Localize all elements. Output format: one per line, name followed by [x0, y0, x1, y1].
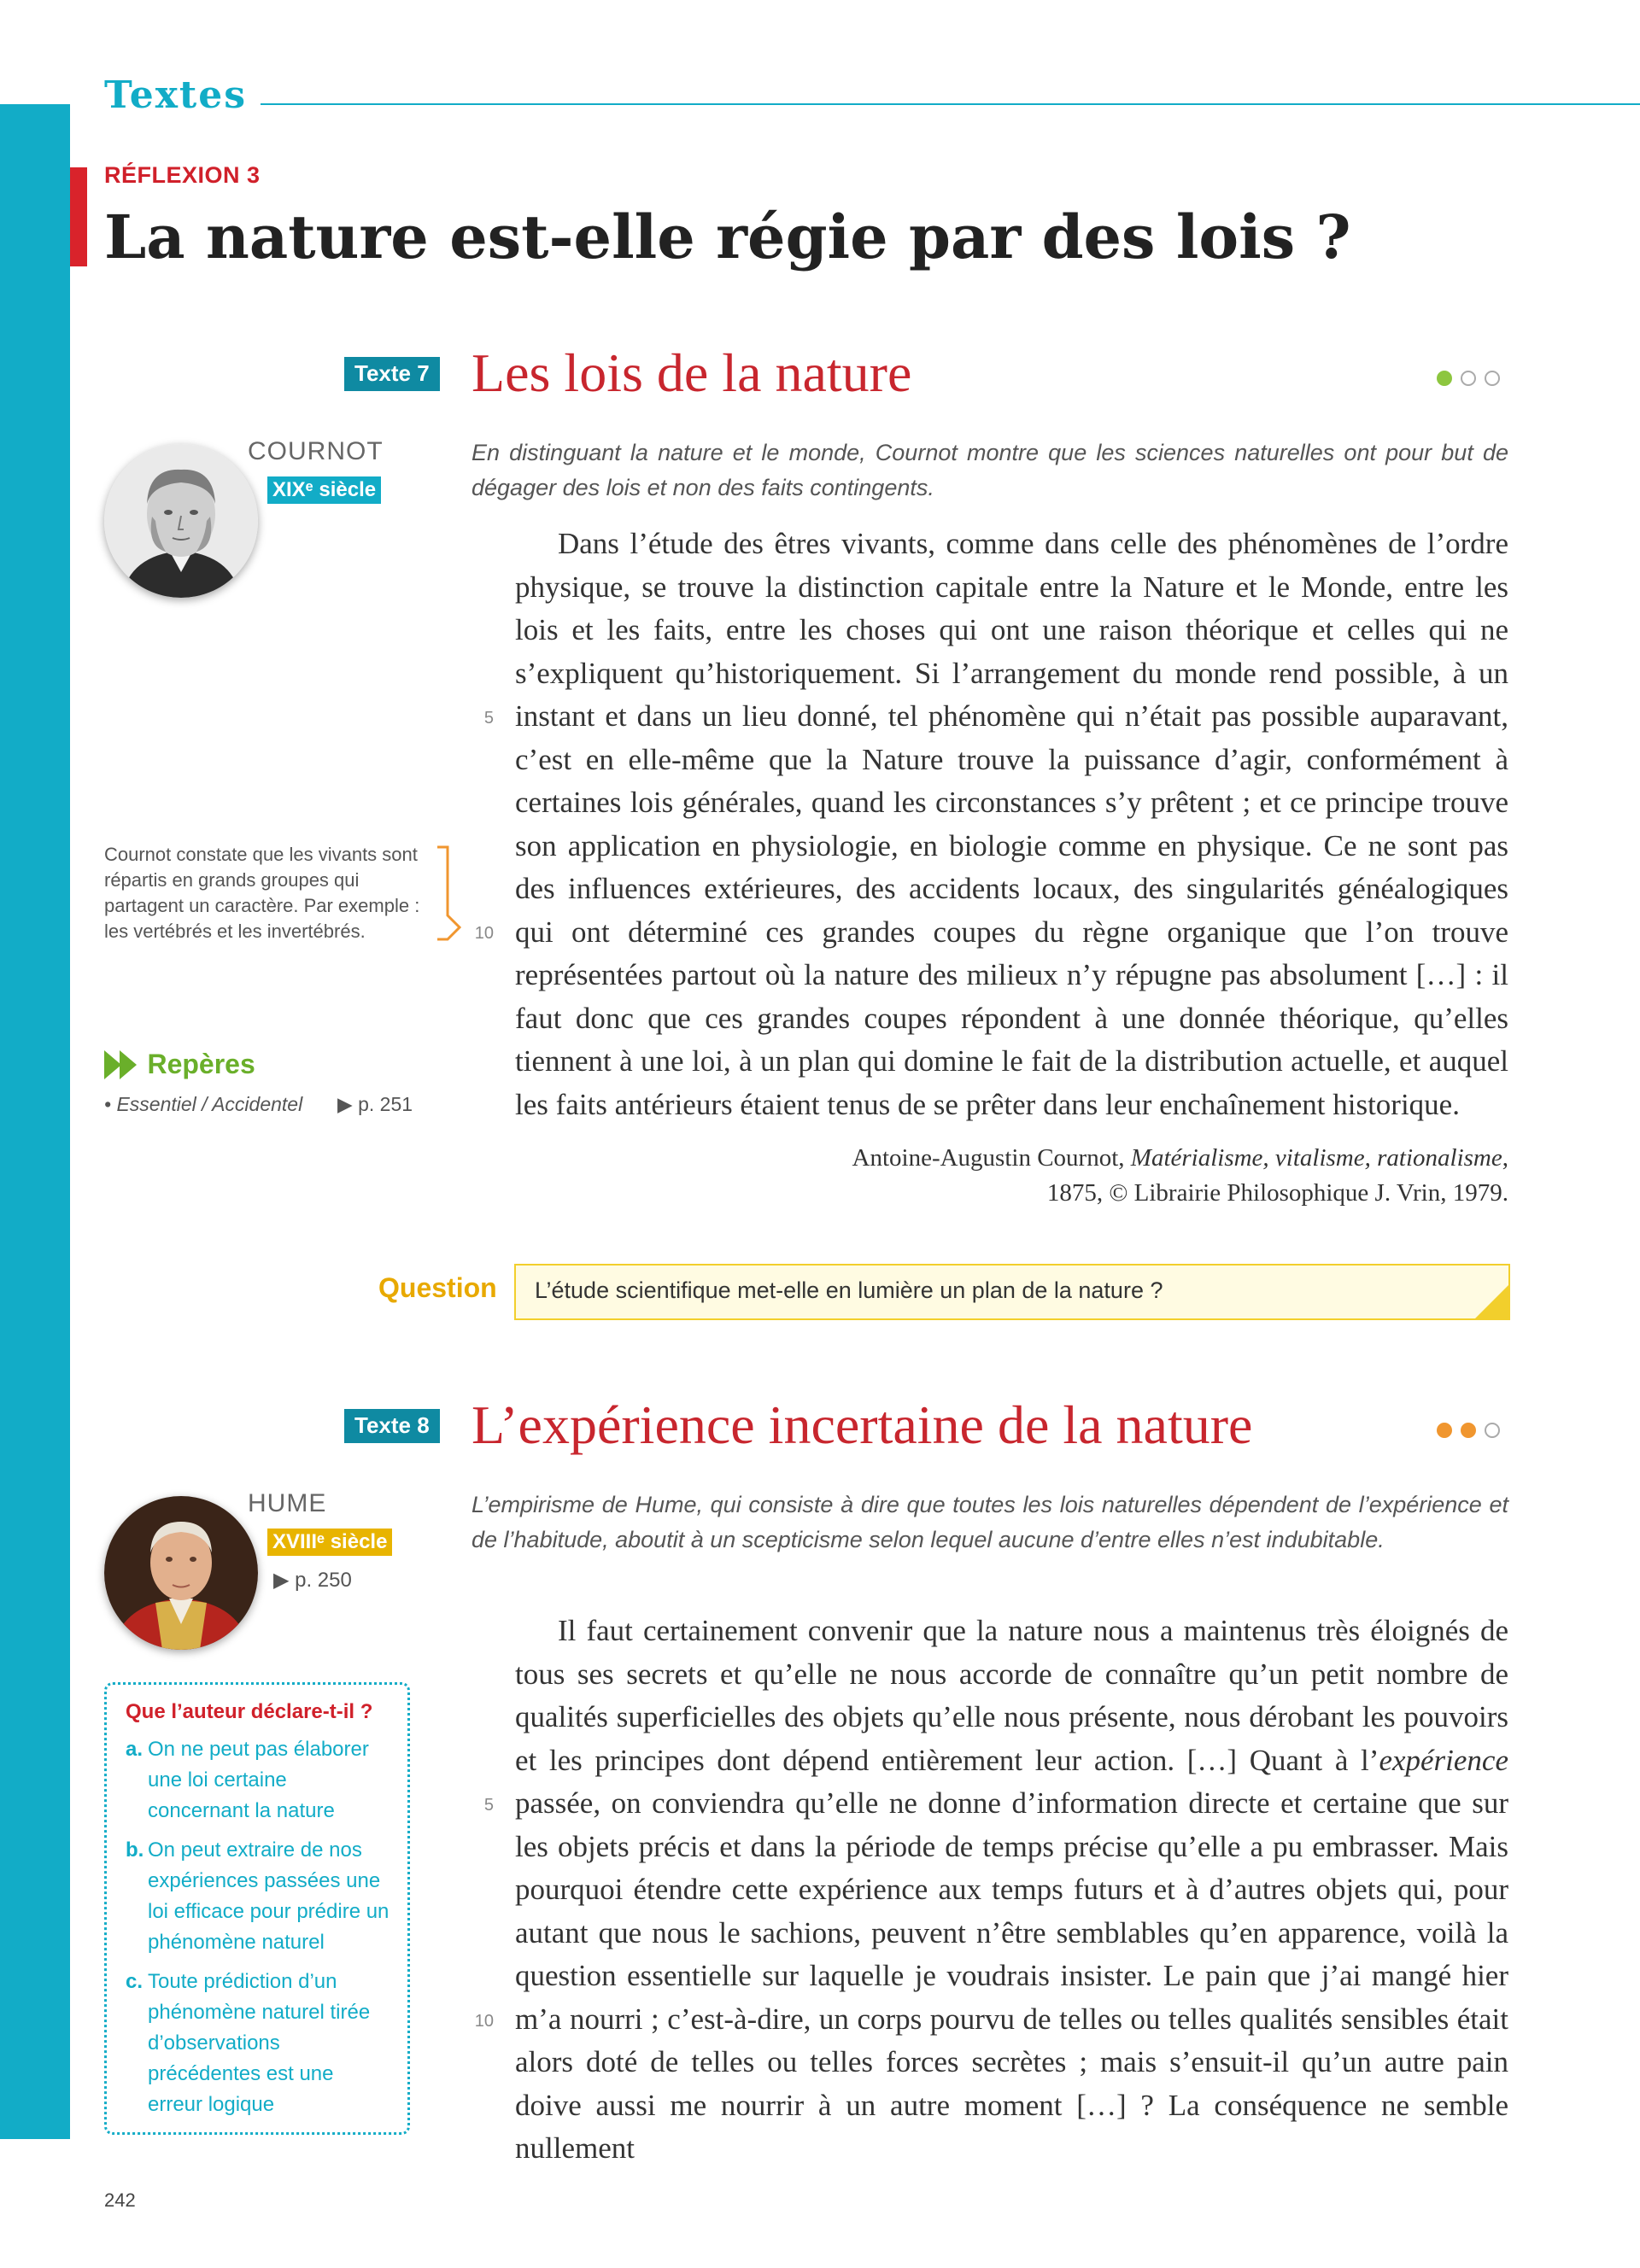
quiz-option-text: On ne peut pas élaborer une loi certaine concernant la nature — [148, 1738, 369, 1822]
text-7-intro: En distinguant la nature et le monde, Cournot montre que les sciences naturelles ont pour but de dégager des lois et non des faits contingents. — [472, 440, 1508, 500]
century-badge: XIXᵉ siècle — [267, 476, 381, 504]
line-number: 10 — [474, 2012, 494, 2031]
text-7-source — [649, 1141, 1508, 1211]
question-box — [514, 1264, 1510, 1320]
difficulty-dot-empty — [1461, 371, 1476, 386]
red-marker — [70, 167, 87, 266]
text-8-title: L’expérience incertaine de la nature — [472, 1394, 1253, 1455]
line-number: 5 — [483, 1796, 494, 1815]
difficulty-indicator-7 — [1437, 371, 1500, 386]
reperes-title: Repères — [147, 1049, 255, 1079]
difficulty-dot-filled — [1437, 1423, 1452, 1438]
margin-note: Cournot constate que les vivants sont répartis en grands groupes qui partagent un caractère. Par exemple : les vertébrés et les invertébrés. — [104, 844, 420, 942]
quiz-option-text: Toute prédiction d’un phénomène naturel tirée d’observations précédentes est une erreur logique — [148, 1970, 371, 2116]
section-rule — [261, 103, 1640, 105]
text-7-paragraph: Dans l’étude des êtres vivants, comme dans celle des phénomènes de l’ordre physique, se trouve la distinction capitale entre la Nature et le Monde, entre les lois et les faits, entre les choses qui ont une raison théorique et celles qui ne s’expliquent qu’historiquement. Si l’arrangement du monde rend possible, à un instant et dans un lieu donné, tel phénomène qui n’était pas possible auparavant, c’est en elle-même que la Nature trouve la puissance d’agir, conformément à certaines lois générales, quand les circonstances s’y prêtent ; et ce principe trouve son application en physiologie, en biologie comme en physique. Ce ne sont pas des influences extérieures, des accidents locaux, des singularités généalogiques qui ont déterminé ces grandes coupes du règne organique que l’on trouve représentées partout où la nature des milieux n’y répugne pas absolument […] : il faut donc que ces grandes coupes répondent à une donnée théorique, qu’elles tiennent à une loi, à un plan qui domine le fait de la distribution actuelle, et auquel les faits antérieurs étaient tenus de se prêter dans leur enchaînement historique. — [515, 527, 1508, 1121]
text-7-title: Les lois de la nature — [472, 342, 912, 403]
text-8-body — [515, 1610, 1508, 2171]
quiz-box — [104, 1682, 410, 2135]
corner-fold-icon — [1473, 1283, 1510, 1320]
hume-portrait — [104, 1496, 258, 1650]
source-work: Matérialisme, vitalisme, rationalisme — [1130, 1144, 1502, 1172]
source-publication: 1875, © Librairie Philosophique J. Vrin, 1979. — [1046, 1179, 1508, 1207]
reperes-item: • Essentiel / Accidentel — [104, 1093, 303, 1115]
difficulty-indicator-8 — [1437, 1423, 1500, 1438]
author-name-cournot: COURNOT — [248, 437, 384, 465]
brace-icon — [434, 845, 465, 948]
quiz-letter: c. — [126, 1970, 144, 1993]
quiz-option-text: On peut extraire de nos expériences passées une loi efficace pour prédire un phénomène naturel — [148, 1838, 390, 1954]
quiz-option-c[interactable] — [126, 1967, 392, 2120]
source-punct: , — [1502, 1144, 1508, 1172]
text-8-paragraph — [515, 1610, 1508, 2171]
quiz-letter: a. — [126, 1738, 144, 1761]
text-7-body — [515, 523, 1508, 1126]
quiz-letter: b. — [126, 1838, 144, 1862]
reflexion-label: RÉFLEXION 3 — [104, 162, 261, 188]
cournot-portrait-image — [104, 444, 258, 598]
difficulty-dot-empty — [1485, 1423, 1500, 1438]
line-number: 5 — [483, 709, 494, 728]
text-8-intro: L’empirisme de Hume, qui consiste à dire que toutes les lois naturelles dépendent de l’expérience et de l’habitude, aboutit à un scepticisme selon lequel aucune d’entre elles n’est indubitable. — [472, 1492, 1508, 1552]
author-page-link[interactable]: ▶ p. 250 — [273, 1569, 352, 1592]
text-8-emphasis: expérience — [1379, 1743, 1508, 1777]
hume-portrait-image — [104, 1496, 258, 1650]
century-badge: XVIIIᵉ siècle — [267, 1529, 392, 1556]
reperes-page-link[interactable]: ▶ p. 251 — [337, 1093, 413, 1115]
difficulty-dot-empty — [1485, 371, 1500, 386]
author-name-hume: HUME — [248, 1489, 327, 1517]
quiz-option-a[interactable] — [126, 1734, 392, 1827]
source-author: Antoine-Augustin Cournot, — [852, 1144, 1125, 1172]
question-text: L’étude scientifique met-elle en lumière un plan de la nature ? — [535, 1277, 1163, 1303]
quiz-title: Que l’auteur déclare-t-il ? — [126, 1700, 373, 1723]
page-number: 242 — [104, 2189, 136, 2211]
text-8-part1: Il faut certainement convenir que la nature nous a maintenus très éloignés de tous ses secrets et qu’elle ne nous accorde de connaître qu’un petit nombre de qualités superficielles des objets qu’elle nous présente, nous dérobant les pouvoirs et les principes dont dépend entièrement leur action. […] Quant à l’ — [515, 1614, 1508, 1777]
difficulty-dot-filled — [1461, 1423, 1476, 1438]
quiz-options — [126, 1734, 392, 2120]
sidebar-band — [0, 104, 70, 2139]
reperes-heading — [104, 1049, 255, 1080]
difficulty-dot-filled — [1437, 371, 1452, 386]
text-7-badge: Texte 7 — [344, 357, 440, 391]
double-arrow-icon — [104, 1050, 144, 1079]
line-number: 10 — [474, 924, 494, 943]
text-8-part2: passée, on conviendra qu’elle ne donne d’information directe et certaine que sur les objets précis et dans la période de temps précise qu’elle a pu embrasser. Mais pourquoi étendre cette expérience aux temps futurs et à d’autres objets qui, pour autant que nous le sachions, peuvent n’être semblables qu’en apparence, voilà la question essentielle sur laquelle je voudrais insister. Le pain que j’ai mangé hier m’a nourri ; c’est-à-dire, un corps pourvu de telles ou telles qualités sensibles était alors doté de telles ou telles forces secrètes ; mais s’ensuit-il qu’un autre pain doive aussi me nourrir à un autre moment […] ? La conséquence ne semble nullement — [515, 1786, 1508, 2165]
quiz-option-b[interactable] — [126, 1835, 392, 1958]
section-title: Textes — [104, 73, 248, 117]
page-title: La nature est-elle régie par des lois ? — [104, 202, 1351, 272]
cournot-portrait — [104, 444, 258, 598]
question-label: Question — [378, 1272, 497, 1303]
text-8-badge: Texte 8 — [344, 1409, 440, 1443]
